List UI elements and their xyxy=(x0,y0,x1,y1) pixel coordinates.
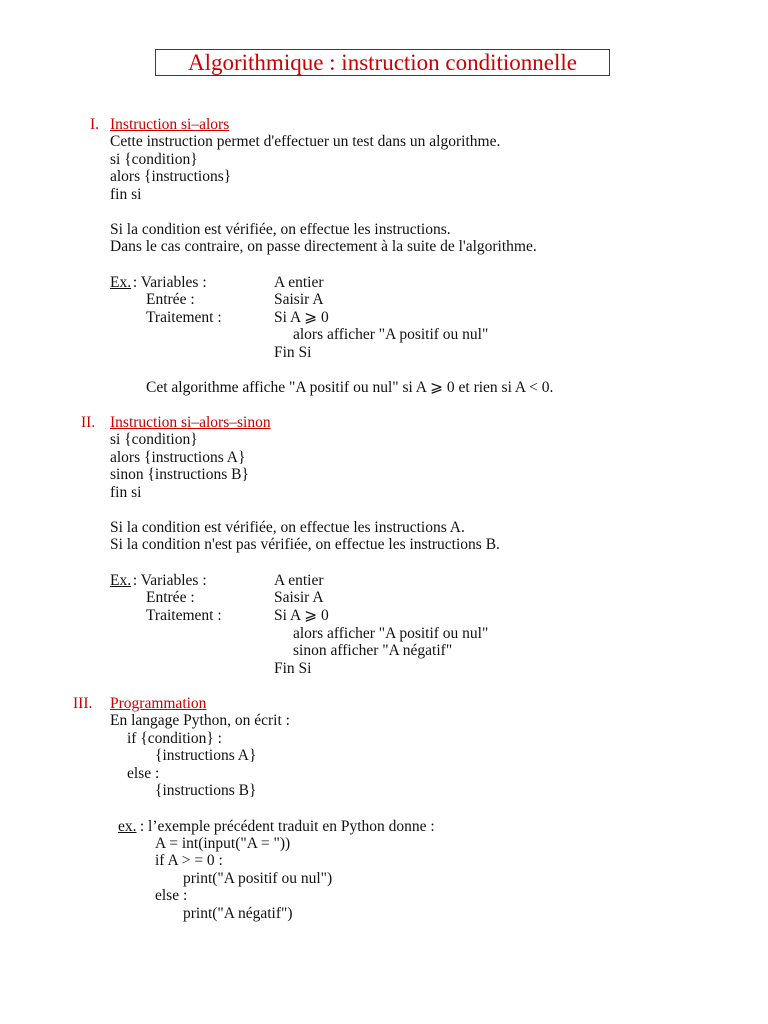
section-3-example-line: A = int(input("A = ")) xyxy=(155,835,291,852)
section-2-algo-line: A entier xyxy=(274,572,324,589)
section-1-algo-line: Fin Si xyxy=(274,344,312,361)
section-3-code-line: {instructions A} xyxy=(155,747,257,764)
section-2-algo-line: Si A ⩾ 0 xyxy=(274,607,329,624)
section-3-heading: Programmation xyxy=(110,695,207,712)
section-3-code-line: {instructions B} xyxy=(155,782,257,799)
section-1-line: si {condition} xyxy=(110,151,198,168)
section-1-number: I. xyxy=(90,116,100,133)
section-1-line: Cette instruction permet d'effectuer un test dans un algorithme. xyxy=(110,133,501,150)
section-1-line: fin si xyxy=(110,186,142,203)
section-2-line: sinon {instructions B} xyxy=(110,466,249,483)
section-2-heading: Instruction si–alors–sinon xyxy=(110,414,271,431)
section-1-process-label: Traitement : xyxy=(146,309,222,326)
section-3-example-line: print("A négatif") xyxy=(183,905,293,922)
section-2-process-label: Traitement : xyxy=(146,607,222,624)
section-2-example-label: Ex. xyxy=(110,572,132,589)
section-2-line: Si la condition n'est pas vérifiée, on effectue les instructions B. xyxy=(110,536,500,553)
section-2-line: Si la condition est vérifiée, on effectue les instructions A. xyxy=(110,519,465,536)
section-1-algo-line: Saisir A xyxy=(274,291,324,308)
section-1-algo-line: alors afficher "A positif ou nul" xyxy=(293,326,489,343)
section-1-heading: Instruction si–alors xyxy=(110,116,230,133)
section-2-number: II. xyxy=(81,414,96,431)
section-1-example-label: Ex. xyxy=(110,274,132,291)
section-2-line: si {condition} xyxy=(110,431,198,448)
section-2-variables-label: : Variables : xyxy=(129,572,207,589)
document-title: Algorithmique : instruction conditionnelle xyxy=(155,49,610,76)
section-3-code-line: else : xyxy=(127,765,160,782)
section-3-example-line: print("A positif ou nul") xyxy=(183,870,333,887)
section-1-line: Si la condition est vérifiée, on effectue les instructions. xyxy=(110,221,451,238)
section-1-variables-label: : Variables : xyxy=(129,274,207,291)
section-3-example-line: else : xyxy=(155,887,188,904)
section-2-input-label: Entrée : xyxy=(146,589,195,606)
section-1-input-label: Entrée : xyxy=(146,291,195,308)
section-3-number: III. xyxy=(73,695,93,712)
section-3-intro: En langage Python, on écrit : xyxy=(110,712,290,729)
section-2-algo-line: sinon afficher "A négatif" xyxy=(293,642,453,659)
section-3-example-label: ex. xyxy=(118,818,137,835)
section-3-example-line: if A > = 0 : xyxy=(155,852,223,869)
section-1-line: Dans le cas contraire, on passe directement à la suite de l'algorithme. xyxy=(110,238,537,255)
section-2-algo-line: Fin Si xyxy=(274,660,312,677)
section-1-algo-line: A entier xyxy=(274,274,324,291)
section-1-algo-line: Si A ⩾ 0 xyxy=(274,309,329,326)
section-1-conclusion: Cet algorithme affiche "A positif ou nul" si A ⩾ 0 et rien si A < 0. xyxy=(146,379,554,396)
section-2-algo-line: Saisir A xyxy=(274,589,324,606)
section-2-algo-line: alors afficher "A positif ou nul" xyxy=(293,625,489,642)
section-1-line: alors {instructions} xyxy=(110,168,232,185)
section-2-line: alors {instructions A} xyxy=(110,449,246,466)
section-2-line: fin si xyxy=(110,484,142,501)
section-3-code-line: if {condition} : xyxy=(127,730,222,747)
section-3-example-intro: : l’exemple précédent traduit en Python donne : xyxy=(136,818,435,835)
